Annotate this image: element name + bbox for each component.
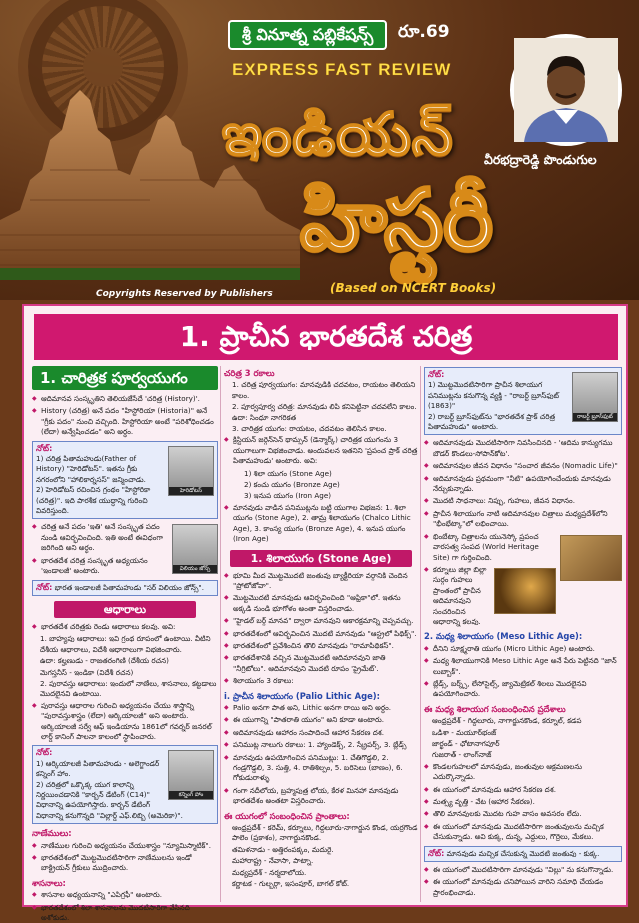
- bullet: ◆ ఆదిమానవుడు ప్రథమంగా "నీటి" ఉపయోగించేందుకు మానవుడు నేర్చుకున్నాడు.: [424, 474, 622, 495]
- note-box: [424, 367, 622, 435]
- bullet: ◆ మధ్య శిలాయుగానికి Meso Lithic Age అనే పేరు పెట్టినది "జాన్ లుబ్బాక్".: [424, 656, 622, 677]
- column-1: [32, 364, 218, 923]
- cunningham-portrait: [168, 750, 214, 800]
- bullet: ◆ ఆదిమానవుడు ఆహారం సంపాదించే ఆహార సేకరణ దశ.: [224, 728, 418, 738]
- list-item: 2) కంచు యుగం (Bronze Age): [244, 480, 340, 490]
- list-item: 1) శిలా యుగం (Stone Age): [244, 468, 332, 478]
- book-title-line1: ఇండియన్: [222, 100, 454, 168]
- note-label: నోట్:: [428, 370, 445, 379]
- author-name: వీరభద్రారెడ్డి పొండుగుల: [484, 152, 597, 167]
- bullet: ◆ శిలాయుగం 3 రకాలు:: [224, 676, 418, 686]
- bullet: ◆ క్రిస్టియన్ జర్గెన్‌సెన్ థామ్సన్ (డెన్మార్క్) చారిత్రక యుగంను 3 యుగాలుగా విభజించాడు. అందువలన ఇతనిని 'ప్రపంచ ప్రాక్ చరిత్ర పితామహుడు' అంటారు. అవి:: [224, 435, 418, 466]
- bullet: ◆ మొదటి సాధనాలు: నిప్పు, గుహలు, జీవన విధానం.: [424, 496, 622, 506]
- sub-heading: ఆధారాలు: [54, 601, 196, 618]
- list-item: తమిళనాడు - అత్తిరంపక్కం, మదురై.: [232, 844, 334, 854]
- note-box: [32, 441, 218, 520]
- bullet: ◆ భారతదేశ చరిత్రకు రెండు ఆధారాలు కలవు. అవి:: [32, 622, 218, 632]
- bullet: ◆ పనిముట్ల నాలుగు రకాలు: 1. హ్యాండెక్స్, 2. స్క్రేపర్స్, 3. బ్లేడ్స్: [224, 740, 418, 750]
- chapter-title: 1. ప్రాచీన భారతదేశ చరిత్ర: [34, 314, 618, 360]
- column-2: [224, 364, 418, 904]
- portrait-caption: హెరిడోటస్: [169, 487, 213, 495]
- list-item: ఆంధ్రప్రదేశ్ - గిద్దలూరు, నాగార్జునకొండ, కర్నూల్, కడప: [432, 716, 582, 726]
- bullet: ◆ తొలి మానవులకు మొదట గుహ వాసం అవసరం లేదు.: [424, 809, 622, 819]
- copyright-notice: Copyrights Reserved by Publishers: [96, 289, 273, 299]
- bullet: ◆ Palio అనగా పాత అని, Lithic అనగా రాయి అని అర్థం.: [224, 703, 418, 713]
- sub-heading: i. ప్రాచీన శిలాయుగం (Palio Lithic Age):: [224, 690, 380, 701]
- bruce-foote-portrait: [572, 372, 618, 422]
- bullet: ◆ కొండలగుహలలో మానవుడు, జంతువుల ఆక్రమణలను ఎదుర్కొన్నాడు.: [424, 762, 622, 783]
- list-item: ఒడిశా - మయూర్‌భంజ్: [432, 727, 497, 737]
- note-label: నోట్:: [36, 443, 53, 453]
- bullet: ◆ ఆదిమానవుల జీవన విధానం "సంచార జీవనం (Nomadic Life)": [424, 461, 622, 471]
- bullet: ◆ History (చరిత్ర) అనే పదం "హిస్టోరియా (Historia)" అనే "గ్రీకు పదం" నుంచి వచ్చింది. హిస్టోరియా అంటే "పరిశోధించడం (లేదా) అన్వేషించడం" అని అర్థం.: [32, 406, 218, 437]
- column-divider: [220, 366, 221, 902]
- note-text: 2) హెరిడోటస్ రచించిన గ్రంథం "హిస్టోరికా (చరిత్ర)". ఇది పారశీక యుద్ధాన్ని గురించి వివరిస్తుంది.: [36, 485, 151, 516]
- note-text: 2) చరిత్రలో ఒక్కొక్క యుగ కాలాన్ని నిర్ణయించడానికి "కార్బన్ డేటింగ్ (C14)" విధానాన్ని ఉపయోగిస్తారు. కార్బన్ డేటింగ్ విధానాన్ని కనుగొన్నది "విల్లార్డ్ ఎఫ్.లిబ్బి (అమెరికా)".: [36, 779, 183, 820]
- bullet: ◆ భారతదేశంలో ప్రవేశించిన తొలి మానవుడు "రామాపిథికస్".: [224, 641, 418, 651]
- bullet: ◆ ఈ యుగంలో మానవుడు చనిపోయిన వారిని సమాధి చేయడం ప్రారంభించాడు.: [424, 877, 622, 898]
- list-item: మధ్యప్రదేశ్ - నర్మదాలోయ.: [232, 867, 307, 877]
- bullet: ◆ భారతదేశానికి వచ్చిన మొట్టమొదటి ఆదిమానవుని జాతి "నీగ్రిటోలు". ఆదిమానవుని మొదటి రూపం 'ప్రైమేట్'.: [224, 653, 418, 674]
- list-item: 3. చారిత్రక యుగం: రాయటం, చదవటం తెలిసిన కాలం.: [232, 424, 387, 434]
- note-text: భారత ఇండాలజీ పితామహుడు "సర్ విలియం జోన్స్".: [54, 582, 205, 592]
- sub-heading: ఈ మధ్య శిలాయుగ సంబంధించిన ప్రదేశాలు: [424, 703, 566, 714]
- sub-heading: 2. మధ్య శిలాయుగం (Meso Lithic Age):: [424, 631, 583, 642]
- list-item: 2. పురావస్తు ఆధారాలు: ఇందులో నాణేలు, శాసనాలు, కట్టడాలు మొదలైనవి ఉంటాయి.: [40, 678, 217, 699]
- sub-heading: చరిత్ర 3 రకాలు: [224, 368, 275, 378]
- bullet: ◆ గంగా నదీలోయ, బ్రహ్మపుత్ర లోయ, కేరళ మినహా మానవుడు భారతదేశం అంతటా విస్తరించారు.: [224, 786, 418, 807]
- note-box: [424, 846, 622, 862]
- bullet: ◆ నాణేముల గురించి అధ్యయనం చేయుశాస్త్రం "న్యూమిస్మాటిక్".: [32, 841, 218, 851]
- section-heading: 1. చారిత్రక పూర్వయుగం: [32, 366, 218, 390]
- bullet: ◆ మత్స్య వృత్తి - వేట (ఆహార సేకరణ).: [424, 797, 622, 807]
- bullet: ◆ మొట్టమొదటి మానవుడు ఆవిర్భవించింది "ఆఫ్రికా"లో. ఇతను అక్కడి నుండి భూగోళం అంతా విస్తరించాడు.: [224, 593, 418, 614]
- sub-heading: శాసనాలు:: [32, 877, 66, 888]
- bullet: ◆ పురావస్తు ఆధారాల గురించి అధ్యయనం చేయు శాస్త్రాన్ని "పురావస్తుశాస్త్రం (లేదా) ఆర్కియాలజీ" అని అంటారు. ఆర్కియాలజీ సర్వే ఆఫ్ ఇండియాను 1861లో గవర్నర్ జనరల్ లార్డ్ కానింగ్ పాలనా కాలంలో స్థాపించారు.: [32, 701, 218, 743]
- content-panel: [22, 304, 628, 923]
- bullet: ◆ ఆదిమానవ సంస్కృతిని తెలియజేసేదే 'చరిత్ర (History)'.: [32, 394, 218, 404]
- bullet: ◆ భారతదేశ చరిత్ర సంస్కృత అధ్యయనం 'ఇండాలజీ' అంటారు.: [32, 556, 218, 577]
- portrait-caption: విలియం జోన్స్: [173, 565, 217, 573]
- bullet: ◆ ఈ యుగంలో మొదటిసారిగా మానవుడు "విల్లు" ను కనుగొన్నాడు.: [424, 865, 622, 875]
- sub-heading: ఈ యుగంలో సంబంధించిన ప్రాంతాలు:: [224, 810, 350, 821]
- column-3: [424, 364, 622, 904]
- book-title-line2: హిస్టరీ: [300, 171, 493, 269]
- bullet: ◆ భింబేట్కా చిత్రాలను యునెస్కో ప్రపంచ వారసత్వ సంపద (World Heritage Site) గా గుర్తించింది.: [424, 532, 622, 563]
- section-heading: 1. శిలాయుగం (Stone Age): [230, 550, 412, 567]
- note-text: 1) ఆర్కియాలజీ పితామహుడు - అలెగ్జాండర్ కన్నింగ్ హాం.: [36, 758, 160, 779]
- list-item: 2. పూర్వపూర్వ చరిత్ర: మానవుడు లిపి కనిపెట్టినా చదవలేని కాలం. ఉదా: సింధూ నాగరికత: [232, 402, 417, 422]
- bullet: ◆ ప్రాచీన శిలాయుగం నాటి ఆదిమానవుల చిత్రాలు మధ్యప్రదేశ్‌లోని "భీంభేట్కా"లో లభించాయి.: [424, 509, 622, 530]
- bullet: ◆ దీనిని సూక్ష్మరాతి యుగం (Micro Lithic Age) అంటారు.: [424, 644, 622, 654]
- portrait-caption: రాబర్ట్ బ్రూస్‌ఫుట్: [573, 413, 617, 421]
- bullet: ◆ మానవుడు వాడిన పనిముట్లను బట్టి యుగాల విభజన: 1. శిలా యుగం (Stone Age), 2. తామ్ర శిలాయుగం (Chalco Lithic Age), 3. కాంస్య యుగం (Bronze Age), 4. ఇనుప యుగం (Iron Age): [224, 503, 418, 545]
- portrait-caption: కన్నింగ్ హాం: [169, 791, 213, 799]
- bullet: ◆ భారతదేశంలో మొట్టమొదటిసారిగా నాణేములను ఇండో బాక్ట్రియన్ గ్రీకులు ముద్రించారు.: [32, 853, 218, 874]
- bullet: ◆ మానవుడు ఉపయోగించిన పనిముట్లు: 1. చేతిగొడ్డలి, 2. గండ్రగొడ్డలి, 3. సుత్తి, 4. రాతిశిల్పం, 5. బరిసెలు (బాణం), 6. గోకుడురాళ్ళు: [224, 753, 418, 784]
- list-item: ఆంధ్రప్రదేశ్ - కరెమ్, కర్నూలు, గిద్దలూరు-నాగార్జున కొండ, యర్రగొండ పాలెం (ప్రకాశం), నాగార్జునకొండ.: [232, 823, 418, 843]
- bullet: ◆ "హైడల్ బర్గ్ మానవ" ద్వారా మానవుని ఆకారక్రమాన్ని చెప్పవచ్చు.: [224, 616, 418, 626]
- publisher-badge: శ్రీ వినూత్న పబ్లికేషన్స్: [228, 20, 387, 50]
- series-title: EXPRESS FAST REVIEW: [232, 60, 452, 79]
- bullet: ◆ భారతదేశంలో ఆవిర్భవించిన మొదటి మానవుడు "ఆస్ట్రలో పిథిక్స్".: [224, 629, 418, 639]
- cover-banner: [0, 0, 639, 300]
- note-text: 1) చరిత్ర పితామహుడు(Father of History) "హెరిడోటస్". ఇతను గ్రీకు నగరంలోని "హాలికార్నసస్" జన్మించాడు.: [36, 454, 146, 484]
- note-box: [32, 580, 218, 596]
- book-subtitle: (Based on NCERT Books): [330, 281, 497, 295]
- list-item: 1. చరిత్ర పూర్వయుగం: మానవుడికి చదవటం, రాయటం తెలియని కాలం.: [232, 380, 416, 400]
- bullet: ◆ కర్నూలు జిల్లా బిల్లా సుర్గం గుహలు ప్రాంతంలో ప్రాచీన ఆదిమానవుని సంచరించిన ఆధారాన్ని కలవు.: [424, 565, 622, 627]
- bullet: ◆ బ్లేడ్స్, బర్న్స్, లేసోసైల్స్, జ్యామెట్రికల్ శిలలు మొదలైనవి ఉపయోగించారు.: [424, 679, 622, 700]
- list-item: ఉదా: కల్హణుడు - రాజతరంగిణి (దేశీయ రచన): [40, 656, 169, 666]
- list-item: మెగస్తనీస్ - ఇండికా (విదేశీ రచన): [40, 667, 134, 677]
- list-item: 3) ఇనుప యుగం (Iron Age): [244, 491, 332, 501]
- bullet: ◆ చరిత్ర అనే పదం 'ఇతి' అనే సంస్కృత పదం నుండి ఆవిర్భవించింది. ఇతి అంటే ఈవిధంగా జరిగింది అని అర్థం.: [32, 522, 218, 553]
- author-photo: [510, 34, 622, 146]
- bullet: ◆ భారతదేశంలో శిలా శాసనాలను మొదటిసారిగా వేసినది అశోకుడు.: [32, 903, 218, 923]
- list-item: జార్ఖండ్ - ఛోటానాగపూర్: [432, 739, 500, 748]
- note-text: 2) రాబర్ట్ బ్రూస్‌ఫుట్‌ను "భారతదేశ ప్రాక్ చరిత్ర పితామహుడు" అంటారు.: [428, 411, 556, 432]
- bullet: ◆ ఈ యుగంలో మానవుడు ఆహార సేకరణ దశ.: [424, 785, 622, 795]
- herodotus-portrait: [168, 446, 214, 496]
- bullet: ◆ ఈ యుగంలో మానవుడు మొదటిసారిగా జంతువులను మచ్చిక చేసుకున్నాడు. అవి కుక్క, దున్న, ఎద్దులు, గొర్రెలు, మేకలు.: [424, 822, 622, 843]
- bullet: ◆ భూమి మీద మొట్టమొదటి జంతువు బ్యాక్టీరియా వర్గానికి చెందిన "ప్రోటోజోవా".: [224, 571, 418, 592]
- list-item: మహారాష్ట్ర - నేవాసా, పాట్నా.: [232, 856, 314, 866]
- sub-heading: నాణేములు:: [32, 828, 72, 839]
- list-item: కర్ణాటక - గుల్బర్గా, ఇసంపూర్, బాగల్ కోట్.: [232, 879, 350, 889]
- column-divider: [420, 366, 421, 902]
- bullet: ◆ ఈ యుగాన్ని "పాతరాతి యుగం" అని కూడా అంటారు.: [224, 715, 418, 725]
- list-item: 1. బాహ్యపు ఆధారాలు: ఇవి గ్రంథ రూపంలో ఉంటాయి. వీటిని దేశీయ ఆధారాలు, విదేశీ ఆధారాలుగా విభజించారు.: [40, 634, 211, 654]
- note-text: మానవుడు మచ్చిక చేసుకున్న మొదటి జంతువు - కుక్క.: [446, 848, 600, 858]
- list-item: గుజరాత్ - లాంగ్‌నాజ్: [432, 750, 492, 760]
- price-label: రూ.69: [398, 22, 450, 42]
- note-box: [32, 745, 218, 824]
- note-label: నోట్:: [36, 582, 53, 592]
- bullet: ◆ శాసనాల అధ్యయనాన్ని "ఎపిగ్రఫీ" అంటారు.: [32, 890, 218, 900]
- bullet: ◆ ఆదిమానవుడు మొదటిసారిగా నివసించినది - 'ఆదిమ కాన్యుగము బౌడర్ కొండలు-సోపాన్‌కోట'.: [424, 438, 622, 459]
- note-label: నోట్:: [36, 748, 53, 758]
- note-text: 1) మొట్టమొదటిసారిగా ప్రాచీన శిలాయుగ పనిముట్లను కనుగొన్న వ్యక్తి - "రాబర్ట్ బ్రూస్‌ఫుట్ (1863)": [428, 380, 560, 411]
- note-label: నోట్:: [428, 848, 445, 858]
